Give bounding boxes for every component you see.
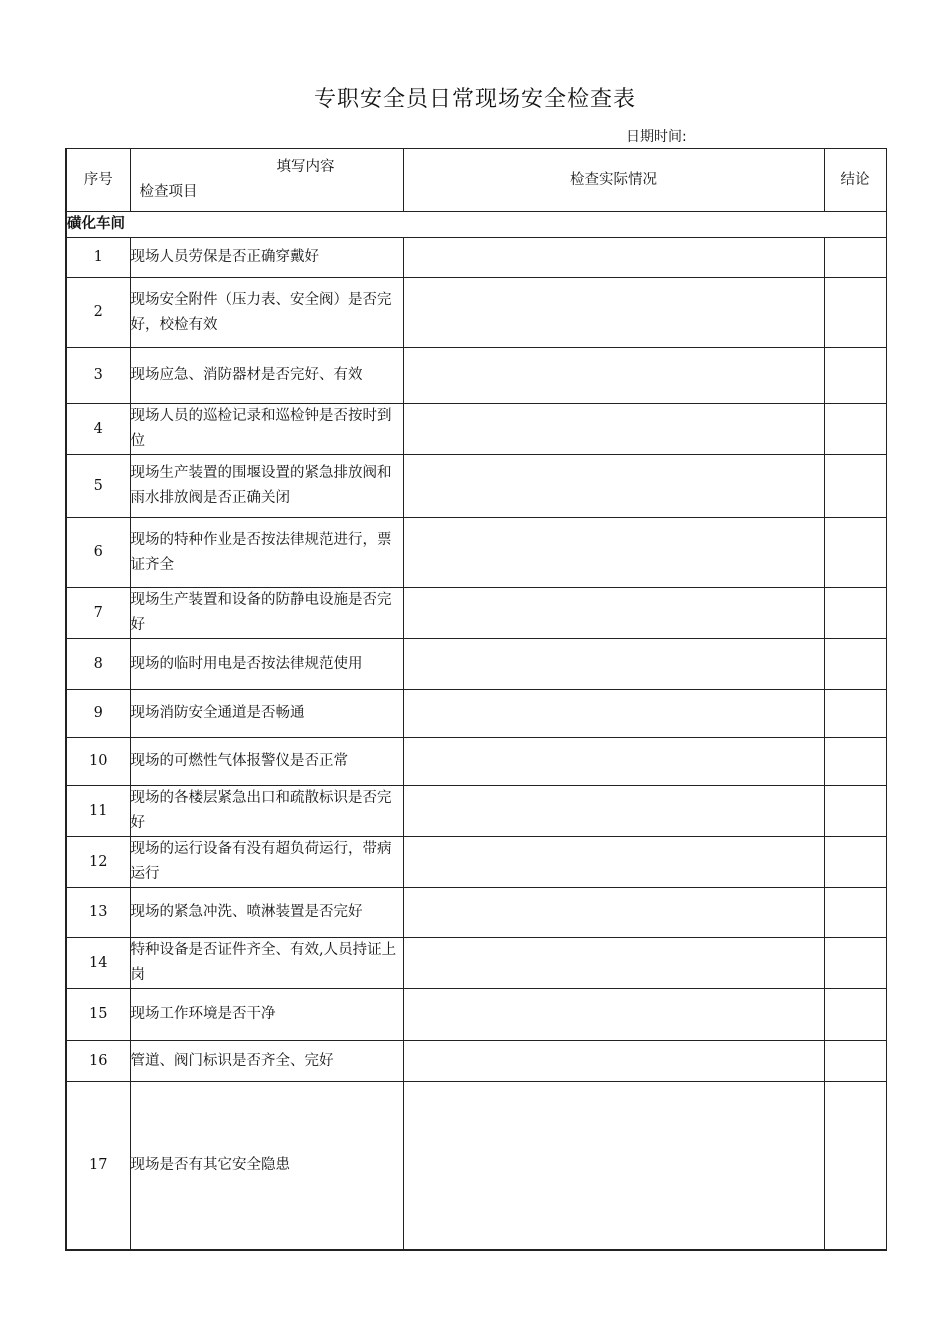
row-number: 9 <box>66 690 130 738</box>
row-number: 16 <box>66 1041 130 1082</box>
conclusion-cell[interactable] <box>824 938 886 989</box>
check-item: 现场的各楼层紧急出口和疏散标识是否完好 <box>130 786 403 837</box>
row-number: 17 <box>66 1082 130 1250</box>
row-number: 10 <box>66 738 130 786</box>
header-seq: 序号 <box>66 149 130 212</box>
actual-situation-cell[interactable] <box>403 238 824 278</box>
date-time-label: 日期时间: <box>626 129 687 145</box>
check-item: 管道、阀门标识是否齐全、完好 <box>130 1041 403 1082</box>
row-number: 12 <box>66 837 130 888</box>
table-row <box>66 786 886 837</box>
row-number: 11 <box>66 786 130 837</box>
section-row <box>66 212 886 238</box>
check-item: 现场的运行设备有没有超负荷运行，带病运行 <box>130 837 403 888</box>
check-item: 现场安全附件（压力表、安全阀）是否完好，校检有效 <box>130 278 403 348</box>
table-row <box>66 455 886 518</box>
header-row <box>66 149 886 212</box>
conclusion-cell[interactable] <box>824 348 886 404</box>
actual-situation-cell[interactable] <box>403 639 824 690</box>
table-row <box>66 639 886 690</box>
conclusion-cell[interactable] <box>824 738 886 786</box>
header-check-item: 检查项目 <box>139 184 198 200</box>
check-item: 现场生产装置和设备的防静电设施是否完好 <box>130 588 403 639</box>
actual-situation-cell[interactable] <box>403 938 824 989</box>
row-number: 6 <box>66 518 130 588</box>
table-row <box>66 588 886 639</box>
conclusion-cell[interactable] <box>824 837 886 888</box>
actual-situation-cell[interactable] <box>403 278 824 348</box>
check-item: 特种设备是否证件齐全、有效,人员持证上岗 <box>130 938 403 989</box>
table-row <box>66 518 886 588</box>
table-row <box>66 989 886 1041</box>
conclusion-cell[interactable] <box>824 888 886 938</box>
row-number: 8 <box>66 639 130 690</box>
conclusion-cell[interactable] <box>824 1082 886 1250</box>
row-number: 14 <box>66 938 130 989</box>
actual-situation-cell[interactable] <box>403 989 824 1041</box>
check-item: 现场的特种作业是否按法律规范进行，票证齐全 <box>130 518 403 588</box>
table-row <box>66 404 886 455</box>
conclusion-cell[interactable] <box>824 455 886 518</box>
table-row <box>66 1082 886 1250</box>
conclusion-cell[interactable] <box>824 639 886 690</box>
row-number: 1 <box>66 238 130 278</box>
inspection-table <box>65 148 887 1251</box>
conclusion-cell[interactable] <box>824 278 886 348</box>
row-number: 13 <box>66 888 130 938</box>
row-number: 3 <box>66 348 130 404</box>
table-row <box>66 238 886 278</box>
actual-situation-cell[interactable] <box>403 690 824 738</box>
conclusion-cell[interactable] <box>824 588 886 639</box>
table-row <box>66 348 886 404</box>
row-number: 5 <box>66 455 130 518</box>
actual-situation-cell[interactable] <box>403 786 824 837</box>
conclusion-cell[interactable] <box>824 404 886 455</box>
check-item: 现场的临时用电是否按法律规范使用 <box>130 639 403 690</box>
section-title: 磺化车间 <box>66 212 886 238</box>
table-row <box>66 738 886 786</box>
actual-situation-cell[interactable] <box>403 888 824 938</box>
actual-situation-cell[interactable] <box>403 518 824 588</box>
table-row <box>66 1041 886 1082</box>
header-conclusion: 结论 <box>824 149 886 212</box>
table-row <box>66 888 886 938</box>
check-item: 现场应急、消防器材是否完好、有效 <box>130 348 403 404</box>
table-row <box>66 938 886 989</box>
actual-situation-cell[interactable] <box>403 1041 824 1082</box>
actual-situation-cell[interactable] <box>403 588 824 639</box>
row-number: 2 <box>66 278 130 348</box>
actual-situation-cell[interactable] <box>403 404 824 455</box>
check-item: 现场人员的巡检记录和巡检钟是否按时到位 <box>130 404 403 455</box>
check-item: 现场的可燃性气体报警仪是否正常 <box>130 738 403 786</box>
check-item: 现场人员劳保是否正确穿戴好 <box>130 238 403 278</box>
conclusion-cell[interactable] <box>824 786 886 837</box>
check-item: 现场的紧急冲洗、喷淋装置是否完好 <box>130 888 403 938</box>
actual-situation-cell[interactable] <box>403 837 824 888</box>
header-content-cell <box>130 149 403 212</box>
check-item: 现场工作环境是否干净 <box>130 989 403 1041</box>
actual-situation-cell[interactable] <box>403 1082 824 1250</box>
check-item: 现场消防安全通道是否畅通 <box>130 690 403 738</box>
conclusion-cell[interactable] <box>824 1041 886 1082</box>
conclusion-cell[interactable] <box>824 989 886 1041</box>
actual-situation-cell[interactable] <box>403 348 824 404</box>
header-actual-situation: 检查实际情况 <box>403 149 824 212</box>
table-row <box>66 690 886 738</box>
check-item: 现场是否有其它安全隐患 <box>130 1082 403 1250</box>
conclusion-cell[interactable] <box>824 690 886 738</box>
row-number: 4 <box>66 404 130 455</box>
row-number: 7 <box>66 588 130 639</box>
table-row <box>66 837 886 888</box>
conclusion-cell[interactable] <box>824 518 886 588</box>
document-title: 专职安全员日常现场安全检查表 <box>313 87 636 112</box>
conclusion-cell[interactable] <box>824 238 886 278</box>
table-row <box>66 278 886 348</box>
actual-situation-cell[interactable] <box>403 455 824 518</box>
check-item: 现场生产装置的围堰设置的紧急排放阀和雨水排放阀是否正确关闭 <box>130 455 403 518</box>
header-fill-content: 填写内容 <box>276 159 335 175</box>
row-number: 15 <box>66 989 130 1041</box>
actual-situation-cell[interactable] <box>403 738 824 786</box>
